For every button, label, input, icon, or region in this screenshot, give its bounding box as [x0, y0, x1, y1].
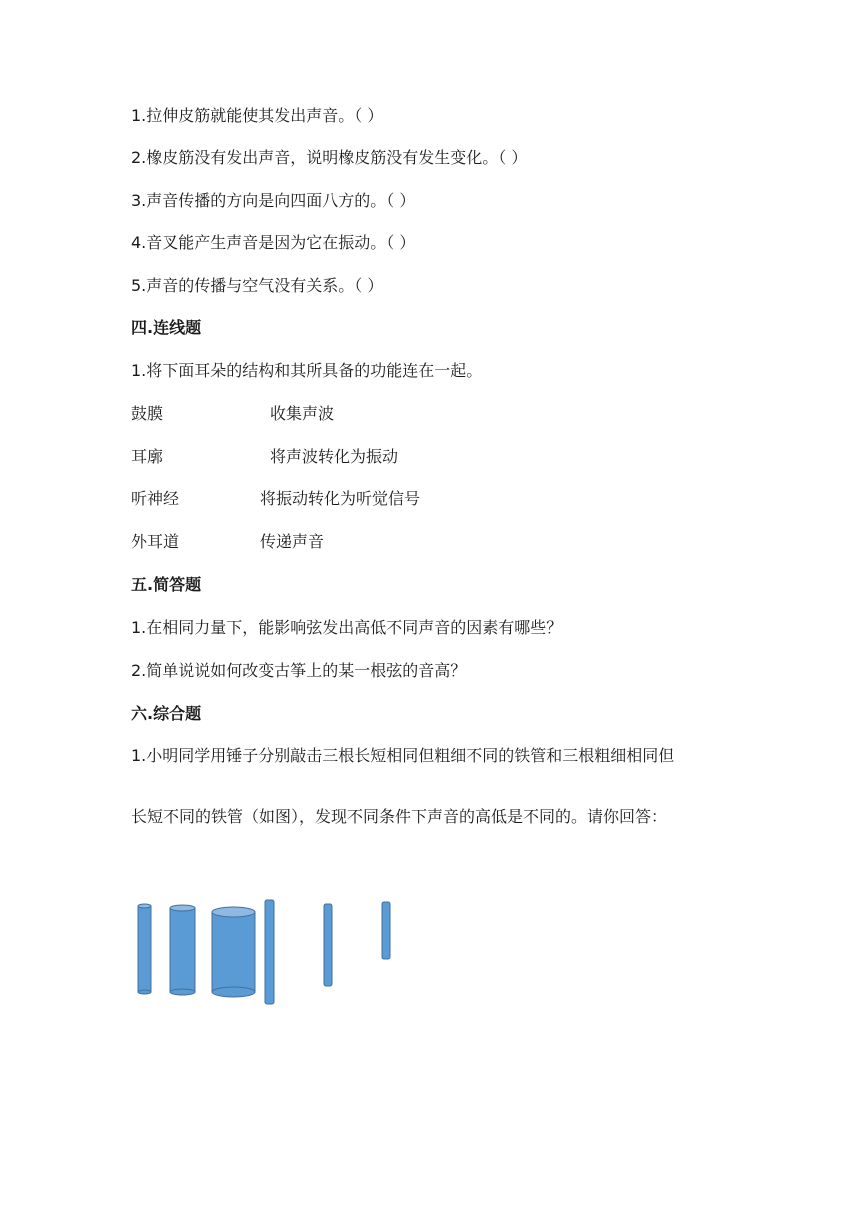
ear-structure-item: 耳廓: [131, 447, 164, 466]
matching-question: 1.将下面耳朵的结构和其所具备的功能连在一起。: [131, 361, 483, 380]
judge-item-4: 4.音叉能产生声音是因为它在振动。（ ）: [131, 233, 416, 252]
judge-item-5: 5.声音的传播与空气没有关系。（ ）: [131, 276, 384, 295]
short-answer-question-2: 2.简单说说如何改变古筝上的某一根弦的音高？: [131, 661, 467, 680]
ear-function-item: 将声波转化为振动: [270, 447, 399, 466]
judge-item-3: 3.声音传播的方向是向四面八方的。（ ）: [131, 191, 416, 210]
comprehensive-question-line2: 长短不同的铁管（如图），发现不同条件下声音的高低是不同的。请你回答：: [131, 807, 668, 826]
comprehensive-question-line1: 1.小明同学用锤子分别敲击三根长短相同但粗细不同的铁管和三根粗细相同但: [131, 746, 675, 765]
tube-thin: [138, 904, 151, 994]
section-heading-comprehensive: 六.综合题: [131, 704, 202, 723]
short-answer-question-1: 1.在相同力量下，能影响弦发出高低不同声音的因素有哪些？: [131, 618, 563, 637]
tube-long: [265, 900, 274, 1004]
ear-function-item: 传递声音: [260, 532, 325, 551]
tube-short: [382, 902, 390, 959]
ear-structure-item: 外耳道: [131, 532, 180, 551]
ear-function-item: 收集声波: [270, 404, 335, 423]
ear-function-item: 将振动转化为听觉信号: [260, 489, 421, 508]
ear-structure-item: 鼓膜: [131, 404, 164, 423]
section-heading-matching: 四.连线题: [131, 318, 202, 337]
tube-thick: [212, 907, 255, 997]
section-heading-short-answer: 五.简答题: [131, 575, 202, 594]
tube-middle-length: [324, 904, 332, 986]
judge-item-2: 2.橡皮筋没有发出声音，说明橡皮筋没有发生变化。（ ）: [131, 148, 528, 167]
ear-structure-item: 听神经: [131, 489, 180, 508]
tube-medium: [170, 905, 195, 995]
judge-item-1: 1.拉伸皮筋就能使其发出声音。（ ）: [131, 106, 384, 125]
iron-tubes-figure: [130, 890, 410, 1015]
